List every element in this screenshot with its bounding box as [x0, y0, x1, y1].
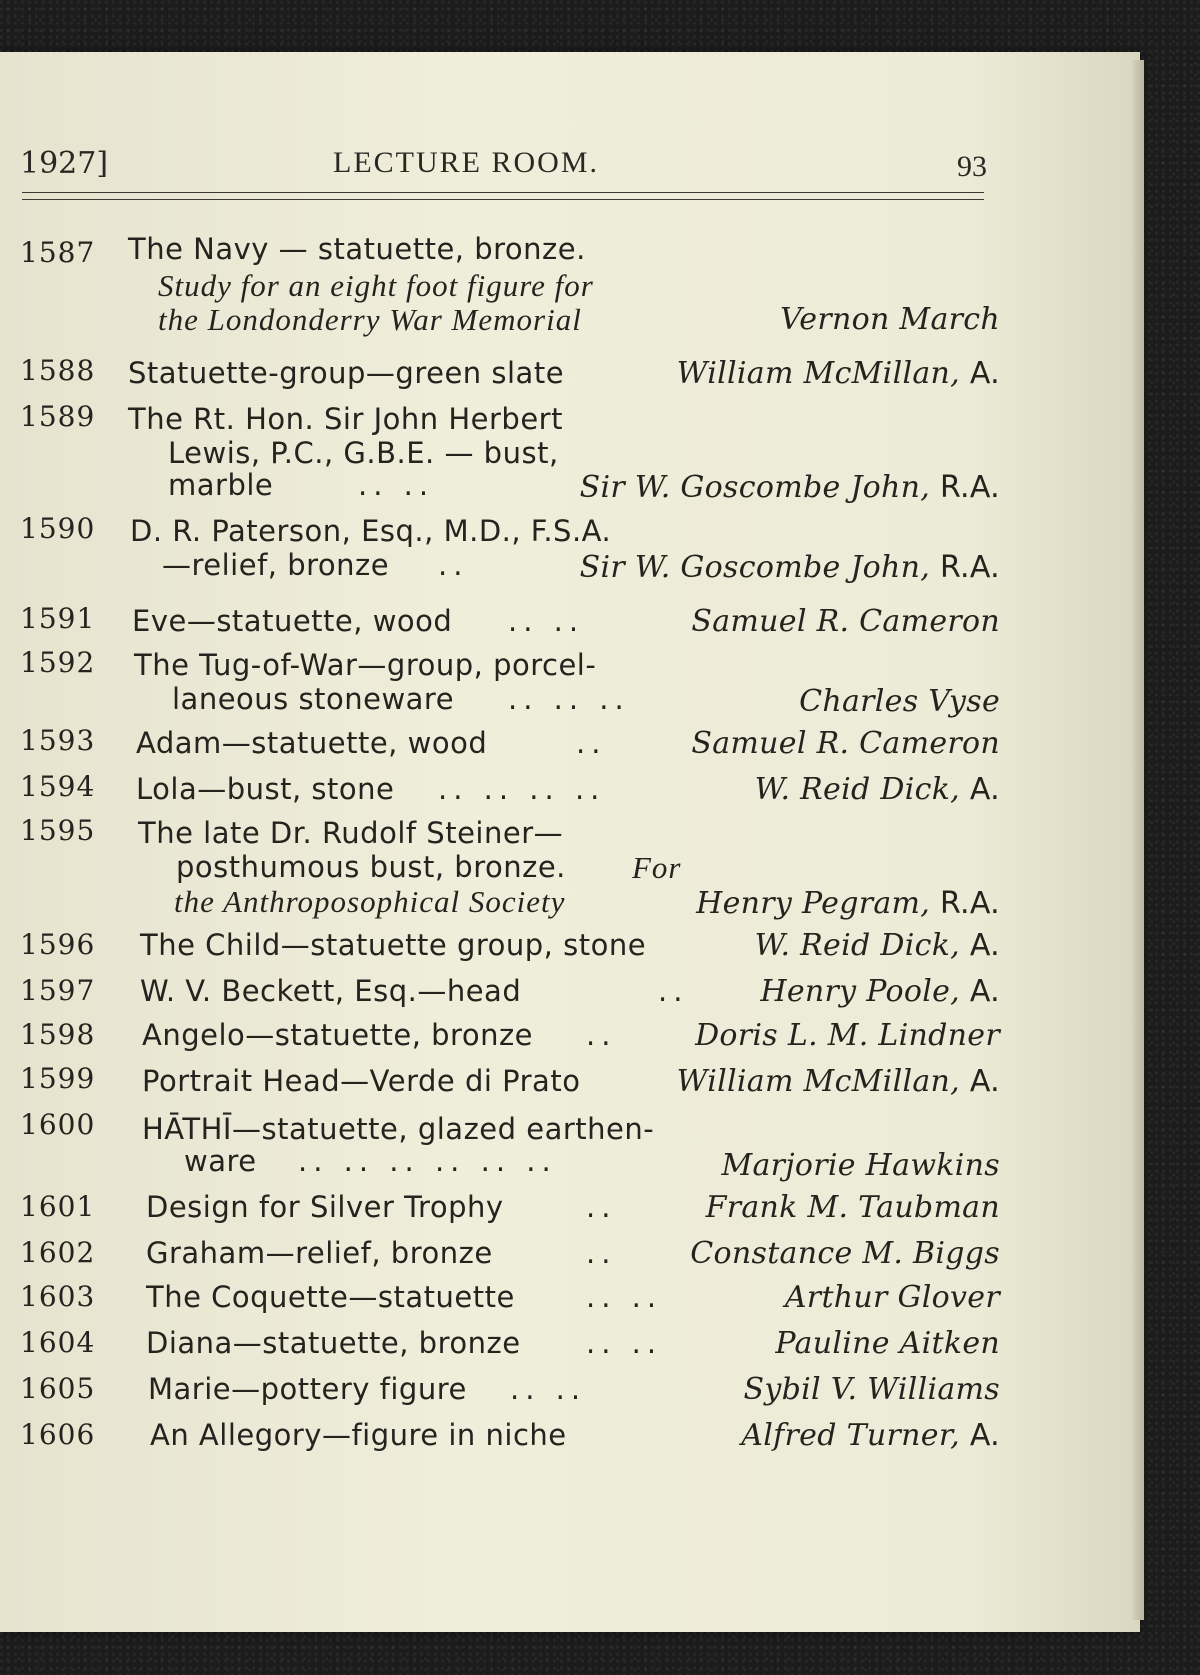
entry-number: 1592	[20, 646, 96, 679]
entry-title: laneous stoneware	[172, 682, 455, 716]
entry-artist: Samuel R. Cameron	[691, 604, 1000, 639]
entry-title: Design for Silver Trophy	[146, 1190, 504, 1224]
entry-title: posthumous bust, bronze.	[176, 850, 566, 884]
entry-title: Marie—pottery figure	[148, 1372, 467, 1406]
entry-number: 1596	[20, 928, 96, 961]
entry-title: Lola—bust, stone	[136, 772, 395, 806]
leader-dots: ..	[586, 1190, 617, 1224]
entry-title: marble	[168, 468, 274, 502]
entry-number: 1600	[20, 1108, 96, 1141]
entry-artist: Sybil V. Williams	[743, 1372, 1000, 1407]
leader-dots: .. ..	[510, 1372, 587, 1406]
entry-number: 1605	[20, 1372, 96, 1405]
leader-dots: .. .. .. .. .. ..	[298, 1144, 557, 1178]
entry-artist: Doris L. M. Lindner	[695, 1018, 1000, 1053]
entry-artist: William McMillan, A.	[676, 356, 1000, 391]
leader-dots: .. .. .. ..	[438, 772, 606, 806]
leader-dots: .. ..	[586, 1326, 663, 1360]
header-rule	[22, 192, 984, 193]
leader-dots: ..	[576, 726, 607, 760]
entry-number: 1590	[20, 512, 96, 545]
entry-number: 1606	[20, 1418, 96, 1451]
entry-title: Lewis, P.C., G.B.E. — bust,	[168, 436, 559, 470]
header-title: LECTURE ROOM.	[333, 146, 599, 179]
leader-dots: .. ..	[508, 604, 585, 638]
entry-title: ware	[184, 1144, 257, 1178]
page-edge	[1132, 60, 1144, 1620]
entry-title: Angelo—statuette, bronze	[142, 1018, 534, 1052]
leader-dots: ..	[438, 548, 469, 582]
entry-title: Portrait Head—Verde di Prato	[142, 1064, 581, 1098]
entry-number: 1603	[20, 1280, 96, 1313]
entry-artist: Constance M. Biggs	[690, 1236, 1000, 1271]
entry-title: Adam—statuette, wood	[136, 726, 488, 760]
entry-artist: Charles Vyse	[799, 684, 1000, 719]
entry-title: An Allegory—figure in niche	[150, 1418, 567, 1452]
entry-artist: Henry Pegram, R.A.	[696, 886, 1000, 921]
page-number: 93	[957, 150, 987, 183]
entry-number: 1601	[20, 1190, 96, 1223]
header-rule-thin	[22, 199, 984, 200]
entry-artist: Marjorie Hawkins	[721, 1148, 1000, 1183]
leader-dots: ..	[658, 974, 689, 1008]
entry-title: The Rt. Hon. Sir John Herbert	[128, 402, 563, 436]
entry-title: D. R. Paterson, Esq., M.D., F.S.A.	[130, 514, 612, 548]
entry-title: The Navy — statuette, bronze.	[128, 232, 586, 266]
entry-number: 1604	[20, 1326, 96, 1359]
entry-number: 1588	[20, 354, 96, 387]
entry-number: 1591	[20, 602, 96, 635]
entry-artist: Pauline Aitken	[775, 1326, 1000, 1361]
entry-artist: W. Reid Dick, A.	[754, 928, 1000, 963]
entry-artist: William McMillan, A.	[676, 1064, 1000, 1099]
entry-artist: Vernon March	[780, 302, 1000, 337]
entry-artist: Samuel R. Cameron	[691, 726, 1000, 761]
leader-dots: .. ..	[358, 468, 435, 502]
entry-number: 1587	[20, 236, 96, 269]
entry-number: 1589	[20, 400, 96, 433]
entry-number: 1602	[20, 1236, 96, 1269]
entry-number: 1598	[20, 1018, 96, 1051]
entry-title: Statuette-group—green slate	[128, 356, 565, 390]
entry-title: W. V. Beckett, Esq.—head	[140, 974, 522, 1008]
entry-note: the Anthroposophical Society	[174, 884, 566, 919]
entry-note: For	[632, 850, 682, 885]
entry-title: The late Dr. Rudolf Steiner—	[138, 816, 564, 850]
entry-title: The Tug-of-War—group, porcel-	[134, 648, 597, 682]
running-header	[0, 140, 1140, 190]
entry-title: The Coquette—statuette	[146, 1280, 515, 1314]
entry-artist: Sir W. Goscombe John, R.A.	[579, 550, 1000, 585]
entry-title: Graham—relief, bronze	[146, 1236, 493, 1270]
leader-dots: ..	[586, 1236, 617, 1270]
header-year: 1927]	[20, 146, 109, 181]
entry-artist: Alfred Turner, A.	[741, 1418, 1000, 1453]
entry-number: 1594	[20, 770, 96, 803]
entry-title: Diana—statuette, bronze	[146, 1326, 521, 1360]
entry-title: The Child—statuette group, stone	[140, 928, 647, 962]
entry-artist: Henry Poole, A.	[760, 974, 1000, 1009]
entry-artist: Sir W. Goscombe John, R.A.	[579, 470, 1000, 505]
entry-number: 1595	[20, 814, 96, 847]
entry-artist: W. Reid Dick, A.	[754, 772, 1000, 807]
entry-number: 1597	[20, 974, 96, 1007]
entry-title: Eve—statuette, wood	[132, 604, 453, 638]
leader-dots: ..	[586, 1018, 617, 1052]
entry-title: HĀTHĪ—statuette, glazed earthen-	[142, 1112, 655, 1146]
entry-title: —relief, bronze	[162, 548, 390, 582]
entry-note: Study for an eight foot figure for	[158, 268, 594, 303]
leader-dots: .. .. ..	[508, 682, 630, 716]
entry-number: 1599	[20, 1062, 96, 1095]
entry-number: 1593	[20, 724, 96, 757]
entry-artist: Arthur Glover	[784, 1280, 1000, 1315]
entry-artist: Frank M. Taubman	[705, 1190, 1000, 1225]
entry-note: the Londonderry War Memorial	[158, 302, 582, 337]
leader-dots: .. ..	[586, 1280, 663, 1314]
